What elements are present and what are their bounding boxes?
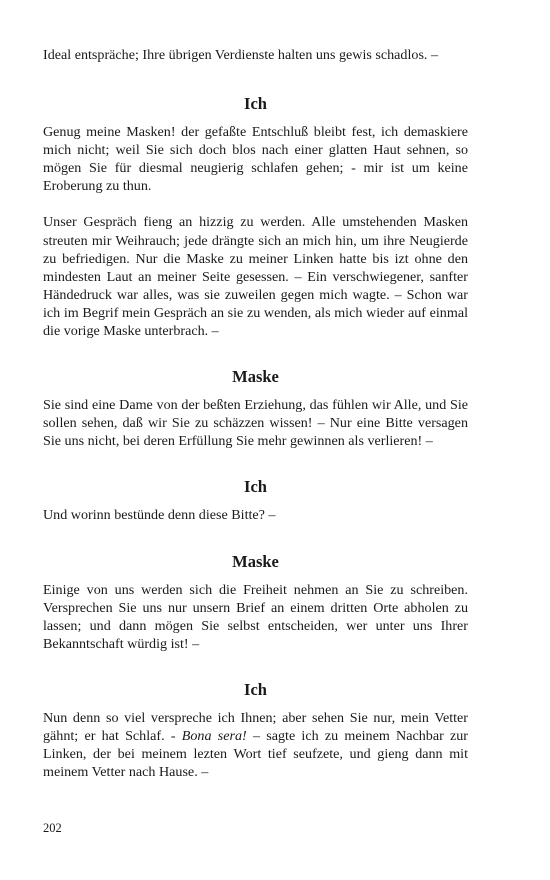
paragraph-2: Genug meine Masken! der gefaßte Entschluß bleibt fest, ich demaskiere mich nicht; weil Sie sich doch blos nach einer glatten Haut sehnen, so mögen Sie für diesmal neugierig schlafen gehen; - mir ist um keine Eroberung zu thun. [43,124,468,195]
paragraph-7-italic-phrase: Bona sera! [181,727,247,744]
speaker-heading-ich-1: Ich [244,94,267,114]
paragraph-1: Ideal entspräche; Ihre übrigen Verdienste halten uns gewis schadlos. – [43,47,439,63]
paragraph-7-text-before: Nun denn so viel verspreche ich Ihnen; aber sehen Sie nur, mein Vetter gähnt; er hat Schlaf. - [43,709,468,744]
paragraph-6: Einige von uns werden sich die Freiheit nehmen an Sie zu schreiben. Versprechen Sie uns nur unsern Brief an einem dritten Orte abholen zu lassen; und dann mögen Sie selbst entscheiden, wer unter uns Ihrer Bekanntschaft würdig ist! – [43,581,468,652]
paragraph-3: Unser Gespräch fieng an hizzig zu werden. Alle umstehenden Masken streuten mir Weihrauch; jede drängte sich an mich hin, um ihre Neugierde zu befriedigen. Nur die Maske zu meiner Linken hatte bis izt ohne den mindesten Laut an meiner Seite gesessen. – Ein verschwiegener, sanfter Händedruck war alles, was sie zuweilen gegen mich wagte. – Schon war ich im Begrif mein Gespräch an sie zu wenden, als mich wieder auf einmal die vorige Maske unterbrach. – [43,214,468,340]
paragraph-5: Und worinn bestünde denn diese Bitte? – [43,507,276,524]
paragraph-4: Sie sind eine Dame von der beßten Erziehung, das fühlen wir Alle, und Sie sollen sehen, daß wir Sie zu schäzzen wissen! – Nur eine Bitte versagen Sie uns nicht, bei deren Erfüllung Sie mehr gewinnen als verlieren! – [43,397,468,450]
speaker-heading-maske-2: Maske [232,551,279,571]
paragraph-7 [43,709,468,781]
speaker-heading-maske-1: Maske [232,367,279,387]
page-body [43,46,468,781]
speaker-heading-ich-2: Ich [244,477,267,497]
paragraph-7-text-after: – sagte ich zu meinem Nachbar zur Linken, der bei meinem lezten Wort tief seufzete, und gieng dann mit meinem Vetter nach Hause. – [43,727,468,781]
page-number: 202 [43,821,62,835]
speaker-heading-ich-3: Ich [244,679,267,699]
